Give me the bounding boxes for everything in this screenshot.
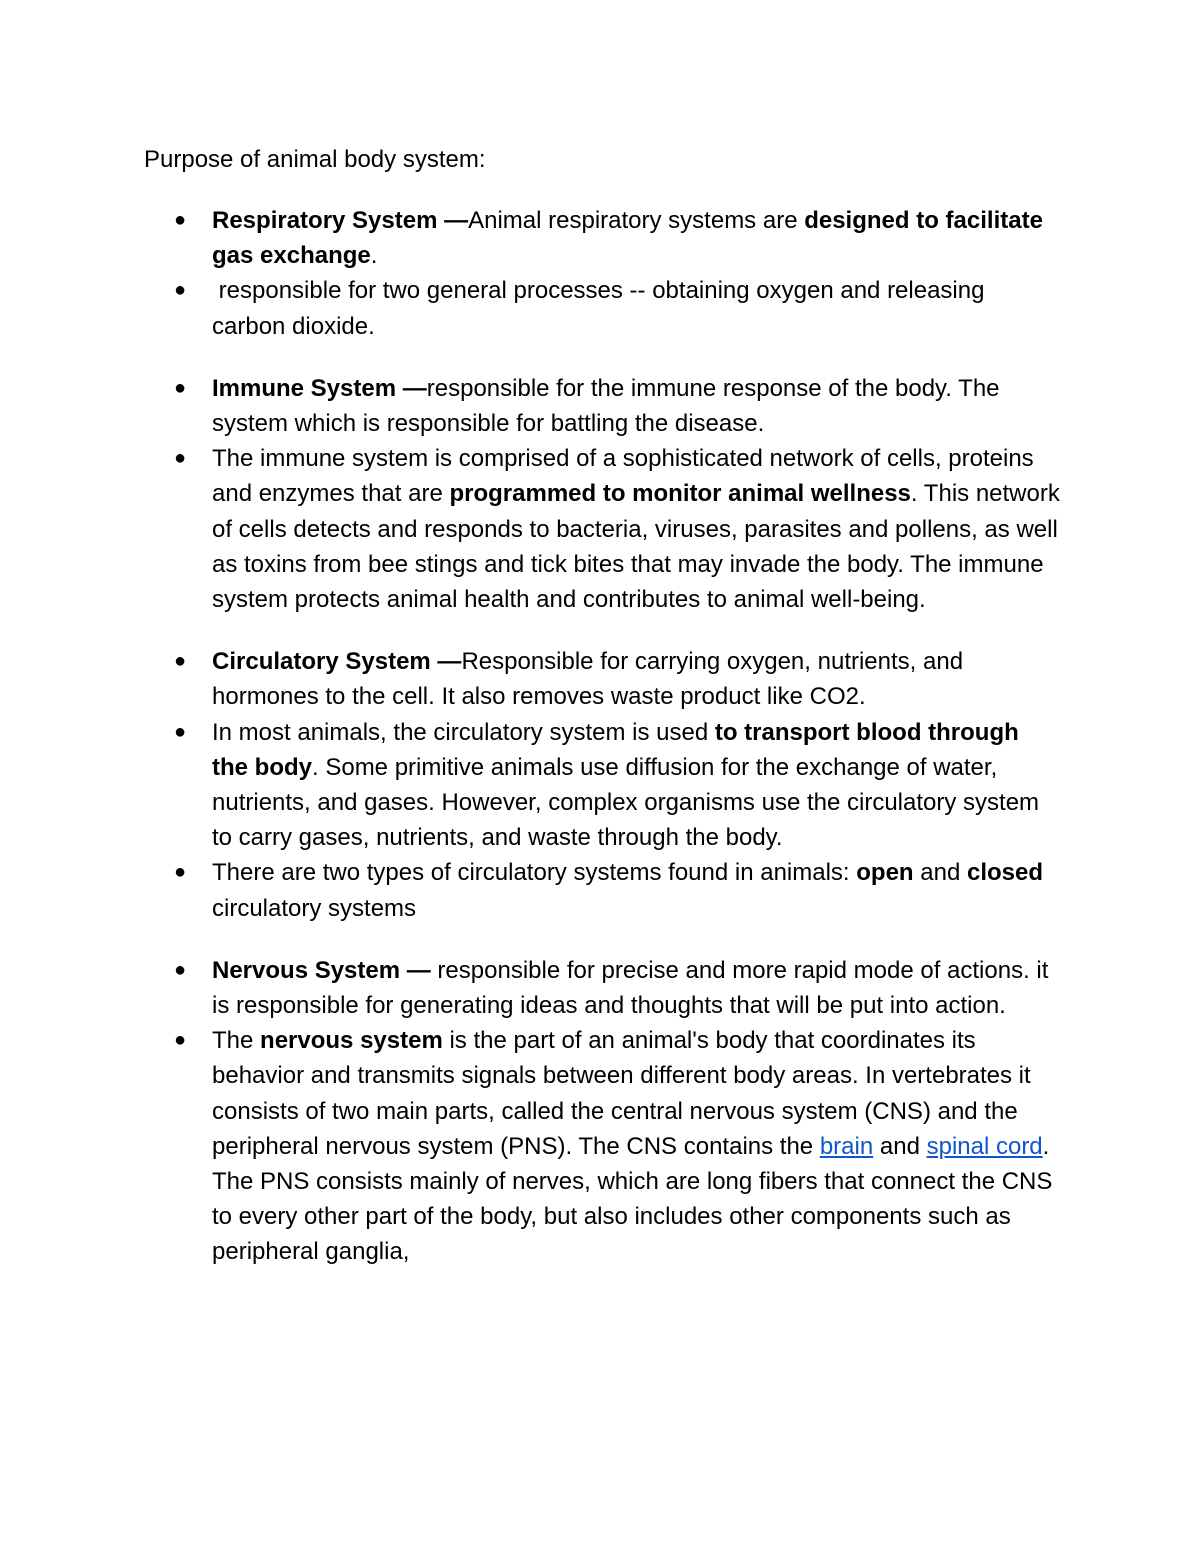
- term-respiratory-system: Respiratory System: [212, 207, 438, 234]
- immune-section: [144, 371, 1060, 617]
- term-immune-system: Immune System: [212, 374, 397, 402]
- list-item: ● The nervous system is the part of an animal's body that coordinates its behavior and transmits signals between different body areas. In vertebrates it consists of two main parts, called the central nervous system (CNS) and the peripheral nervous system (PNS). The CNS contains the brain and spinal cord. The PNS consists mainly of nerves, which are long fibers that connect the CNS to every other part of the body, but also includes other components such as peripheral ganglia,: [144, 1023, 1060, 1269]
- list-item: ● In most animals, the circulatory system is used to transport blood through the body. Some primitive animals use diffusion for the exchange of water, nutrients, and gases. However, complex organisms use the circulatory system to carry gases, nutrients, and waste through the body.: [144, 715, 1060, 856]
- term-nervous-system: Nervous System: [212, 956, 401, 984]
- document-heading: Purpose of animal body system:: [144, 146, 486, 173]
- list-item: ● Immune System —responsible for the immune response of the body. The system which is responsible for battling the disease.: [144, 371, 1060, 441]
- list-item: ● Respiratory System —Animal respiratory systems are designed to facilitate gas exchange.: [144, 203, 1060, 273]
- term-circulatory-system: Circulatory System: [212, 648, 431, 676]
- bullet-icon: ●: [174, 279, 187, 302]
- bullet-icon: ●: [174, 209, 187, 231]
- bullet-icon: ●: [174, 958, 187, 981]
- bullet-icon: ●: [174, 447, 187, 470]
- list-item: ● responsible for two general processes -- obtaining oxygen and releasing carbon dioxide.: [144, 273, 1060, 343]
- list-item: ● Circulatory System —Responsible for carrying oxygen, nutrients, and hormones to the cell. It also removes waste product like CO2.: [144, 644, 1060, 714]
- bullet-icon: ●: [174, 650, 187, 673]
- nervous-section: [144, 953, 1060, 1270]
- bullet-icon: ●: [174, 720, 187, 743]
- bullet-icon: ●: [174, 1029, 187, 1052]
- bullet-icon: ●: [174, 376, 187, 399]
- brain-link[interactable]: brain: [819, 1132, 874, 1160]
- list-item: ● There are two types of circulatory systems found in animals: open and closed circulatory systems: [144, 855, 1060, 925]
- bullet-icon: ●: [174, 861, 187, 884]
- spinal-cord-link[interactable]: spinal cord: [926, 1132, 1043, 1160]
- circulatory-section: [144, 644, 1060, 926]
- list-item: ● The immune system is comprised of a sophisticated network of cells, proteins and enzymes that are programmed to monitor animal wellness. This network of cells detects and responds to bacteria, viruses, parasites and pollens, as well as toxins from bee stings and tick bites that may invade the body. The immune system protects animal health and contributes to animal well-being.: [144, 441, 1060, 617]
- respiratory-section: [144, 203, 1060, 344]
- list-item: ● Nervous System — responsible for precise and more rapid mode of actions. it is responsible for generating ideas and thoughts that will be put into action.: [144, 953, 1060, 1023]
